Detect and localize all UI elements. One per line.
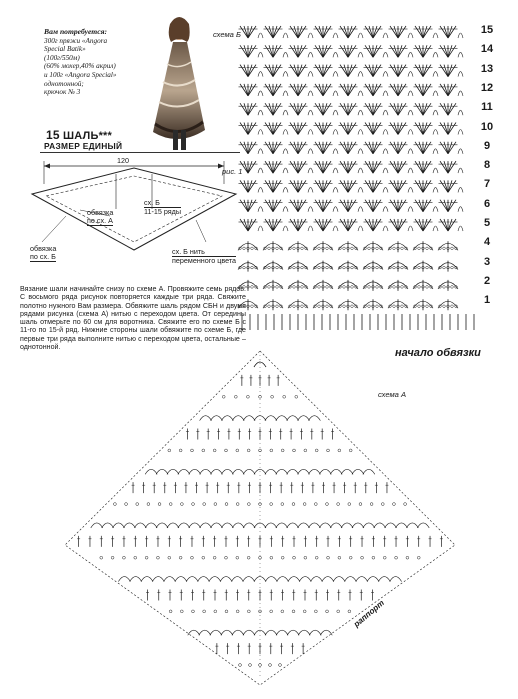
edging-start-label: начало обвязки	[395, 347, 481, 359]
project-name: ШАЛЬ***	[63, 130, 113, 142]
row-number: 5	[483, 217, 491, 229]
row-number: 1	[483, 294, 491, 307]
scheme-a-label: схема А	[378, 390, 407, 399]
row-number: 6	[483, 197, 491, 210]
scheme-b-label: схема Б	[213, 30, 241, 39]
model-photo	[143, 12, 213, 152]
materials-heading: Вам потребуется:	[44, 27, 108, 36]
materials-line: (100г/550м)	[44, 53, 80, 62]
figure-label: рис. 1	[222, 167, 243, 176]
row-number: 14	[480, 43, 494, 56]
rapport-label: раппорт	[352, 598, 387, 629]
project-size: РАЗМЕР ЕДИНЫЙ	[44, 141, 123, 151]
title-divider	[40, 152, 240, 153]
row-number: 10	[480, 120, 494, 133]
instructions-text: Вязание шали начинайте снизу по схеме А. Провяжите семь рядов. С восьмого ряда рисунок повторяется каждые три ряда. Свяжите полотно нужного Вам размера. Обвяжите шаль рядом СБН и двумя рядами рисунка (схема А) нитью с переходом цвета. От середины шаль отмерьте по 60 см для воротника. Свяжите его по схеме Б с 11-го по 15-й ряд. Нижние стороны шали обвяжите по схеме Б, где первые три ряда выполните нитью с переходом цвета, остальные – однотонной.	[20, 285, 246, 352]
scheme-b-area-label: сх. Б 11-15 ряды	[144, 198, 182, 216]
row-number: 12	[480, 81, 494, 94]
width-label: 120	[117, 156, 129, 165]
materials-line: крючок № 3	[44, 88, 81, 97]
row-number: 15	[480, 24, 494, 36]
materials-line: однотонной;	[44, 79, 84, 88]
edging-b-label: обвязка по сх. Б	[30, 244, 57, 261]
row-number: 13	[480, 62, 494, 75]
scheme-a-chart	[60, 345, 460, 695]
materials-line: 300г пряжи «Angora	[44, 36, 108, 45]
scheme-b-chart	[236, 18, 476, 338]
row-number: 11	[481, 101, 493, 114]
project-number: 15	[46, 128, 60, 142]
materials-line: и 100г «Angora Special»	[44, 70, 117, 79]
row-number: 9	[483, 139, 491, 152]
materials-line: Special Batik»	[44, 45, 86, 54]
thread-note: сх. Б нить переменного цвета	[172, 247, 237, 265]
materials-line: (60% мохер,40% акрил)	[44, 62, 116, 71]
edging-a-label: обвязка по сх. А	[87, 208, 114, 225]
row-number: 8	[483, 159, 491, 172]
row-number: 4	[483, 236, 491, 249]
row-number: 7	[483, 178, 491, 191]
project-title	[46, 128, 112, 142]
row-number: 3	[483, 255, 491, 268]
row-number: 2	[483, 274, 491, 287]
materials-list	[44, 28, 144, 97]
